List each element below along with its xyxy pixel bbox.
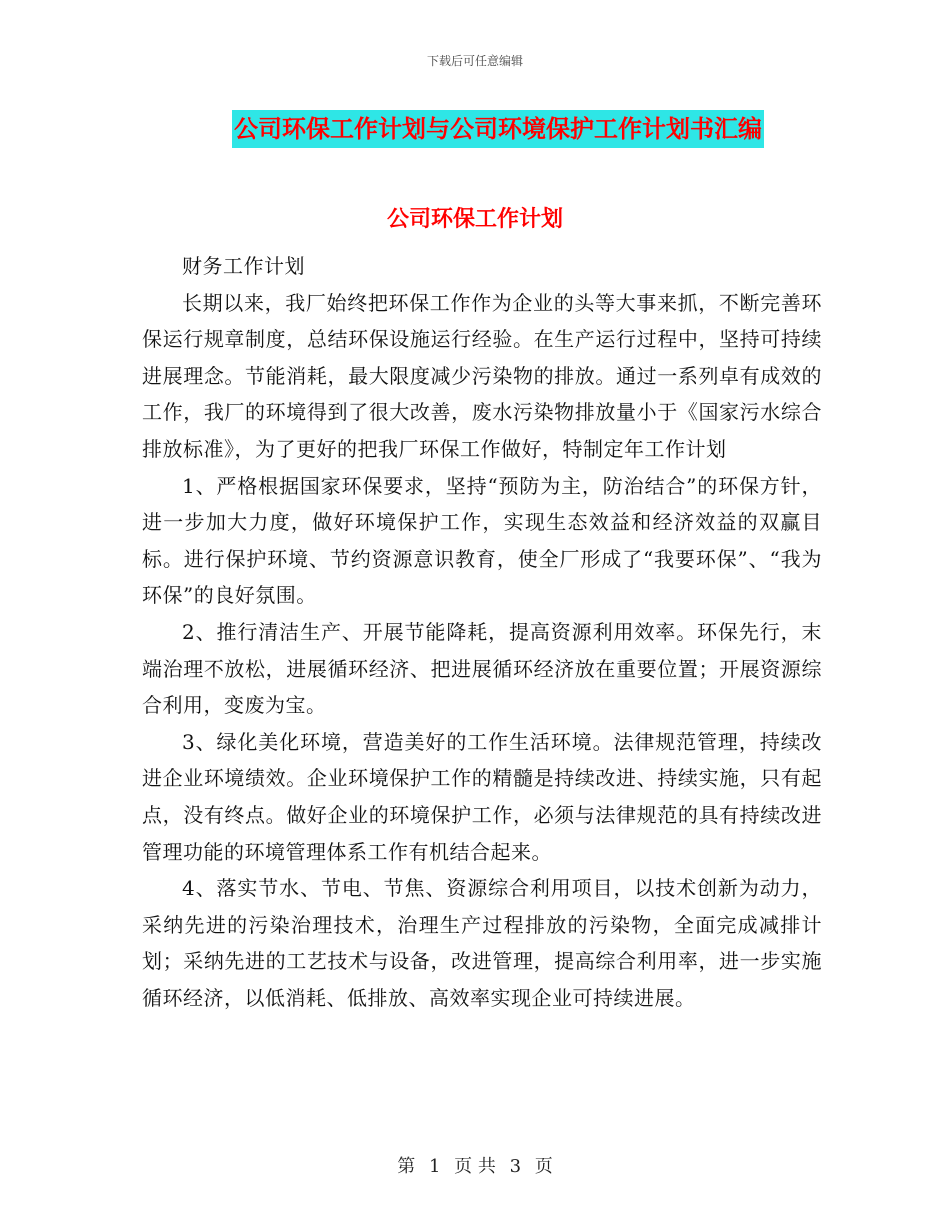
main-title-wrap [0,110,950,148]
paragraph-intro: 长期以来，我厂始终把环保工作作为企业的头等大事来抓，不断完善环保运行规章制度，总结环保设施运行经验。在生产运行过程中，坚持可持续进展理念。节能消耗，最大限度减少污染物的排放。通过一系列卓有成效的工作，我厂的环境得到了很大改善，废水污染物排放量小于《国家污水综合排放标准》，为了更好的把我厂环保工作做好，特制定年工作计划 [142,290,822,461]
body-text [142,248,822,1016]
paragraph-item-4: 4、落实节水、节电、节焦、资源综合利用项目，以技术创新为动力，采纳先进的污染治理技术，治理生产过程排放的污染物，全面完成减排计划；采纳先进的工艺技术与设备，改进管理，提高综合利用率，进一步实施循环经济，以低消耗、低排放、高效率实现企业可持续进展。 [142,876,822,1010]
paragraph-item-2: 2、推行清洁生产、开展节能降耗，提高资源利用效率。环保先行，末端治理不放松，进展循环经济、把进展循环经济放在重要位置；开展资源综合利用，变废为宝。 [142,619,822,718]
header-note: 下载后可任意编辑 [426,54,523,68]
sub-title: 公司环保工作计划 [386,207,563,232]
footer-middle: 页 共 [454,1156,496,1177]
paragraph-item-3: 3、绿化美化环境，营造美好的工作生活环境。法律规范管理，持续改进企业环境绩效。企业环境保护工作的精髓是持续改进、持续实施，只有起点，没有终点。做好企业的环境保护工作，必须与法律规范的具有持续改进管理功能的环境管理体系工作有机结合起来。 [142,729,822,864]
page-footer [0,1152,950,1178]
footer-total-pages: 3 [509,1156,522,1177]
footer-current-page: 1 [428,1156,441,1177]
main-title: 公司环保工作计划与公司环境保护工作计划书汇编 [232,110,764,148]
paragraph-heading: 财务工作计划 [182,254,305,278]
footer-prefix: 第 [397,1156,416,1177]
paragraph-item-1: 1、严格根据国家环保要求，坚持“预防为主，防治结合”的环保方针，进一步加大力度，做好环境保护工作，实现生态效益和经济效益的双赢目标。进行保护环境、节约资源意识教育，使全厂形成了“我要环保”、“我为环保”的良好氛围。 [142,473,822,608]
footer-suffix: 页 [534,1156,553,1177]
